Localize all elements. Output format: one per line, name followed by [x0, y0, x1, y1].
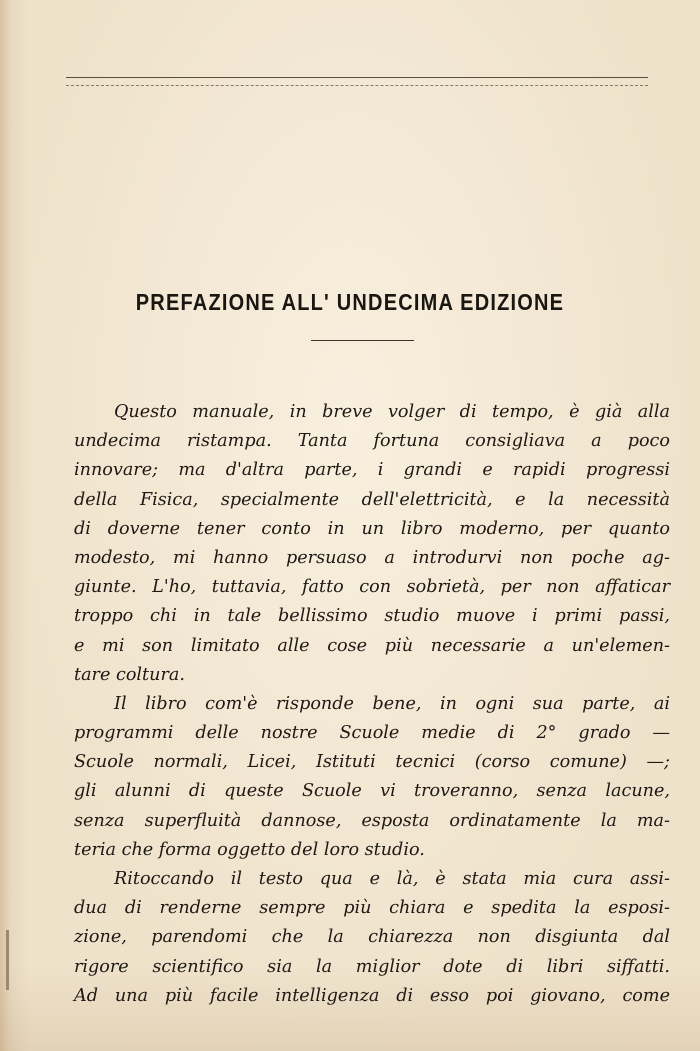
- text-line: tare coltura.: [74, 664, 185, 685]
- header-rule-bottom: [66, 85, 648, 86]
- chapter-title: PREFAZIONE ALL' UNDECIMA EDIZIONE: [135, 290, 565, 316]
- text-line: di doverne tener conto in un libro moderno, per quanto: [74, 518, 670, 539]
- text-line: innovare; ma d'altra parte, i grandi e rapidi progressi: [74, 460, 670, 481]
- binding-edge-mark: [6, 930, 9, 990]
- text-line: gli alunni di queste Scuole vi troveranno, senza lacune,: [74, 781, 670, 802]
- text-line: programmi delle nostre Scuole medie di 2° grado —: [74, 723, 670, 744]
- preface-body: [74, 398, 670, 1011]
- text-line: senza superfluità dannose, esposta ordinatamente la ma-: [74, 810, 670, 831]
- header-rule-top: [66, 77, 648, 78]
- text-line: Scuole normali, Licei, Istituti tecnici (corso comune) —;: [74, 752, 670, 773]
- text-line: Il libro com'è risponde bene, in ogni sua parte, ai: [114, 693, 670, 714]
- text-line: della Fisica, specialmente dell'elettricità, e la necessità: [74, 489, 670, 510]
- text-line: troppo chi in tale bellissimo studio muove i primi passi,: [74, 606, 670, 627]
- text-line: modesto, mi hanno persuaso a introdurvi non poche ag-: [74, 547, 670, 568]
- title-underline: [311, 340, 414, 341]
- text-line: e mi son limitato alle cose più necessarie a un'elemen-: [74, 635, 670, 656]
- text-line: Ritoccando il testo qua e là, è stata mia cura assi-: [114, 869, 670, 889]
- text-line: giunte. L'ho, tuttavia, fatto con sobrietà, per non affaticar: [74, 577, 670, 598]
- text-line: undecima ristampa. Tanta fortuna consigliava a poco: [74, 431, 670, 452]
- text-line: Ad una più facile intelligenza di esso poi giovano, come: [74, 985, 670, 1006]
- text-line: teria che forma oggetto del loro studio.: [74, 839, 425, 860]
- text-line: zione, parendomi che la chiarezza non disgiunta dal: [74, 927, 670, 948]
- text-line: dua di renderne sempre più chiara e spedita la esposi-: [74, 898, 670, 919]
- text-line: rigore scientifico sia la miglior dote di libri siffatti.: [74, 956, 670, 977]
- text-line: Questo manuale, in breve volger di tempo, è già alla: [114, 402, 670, 422]
